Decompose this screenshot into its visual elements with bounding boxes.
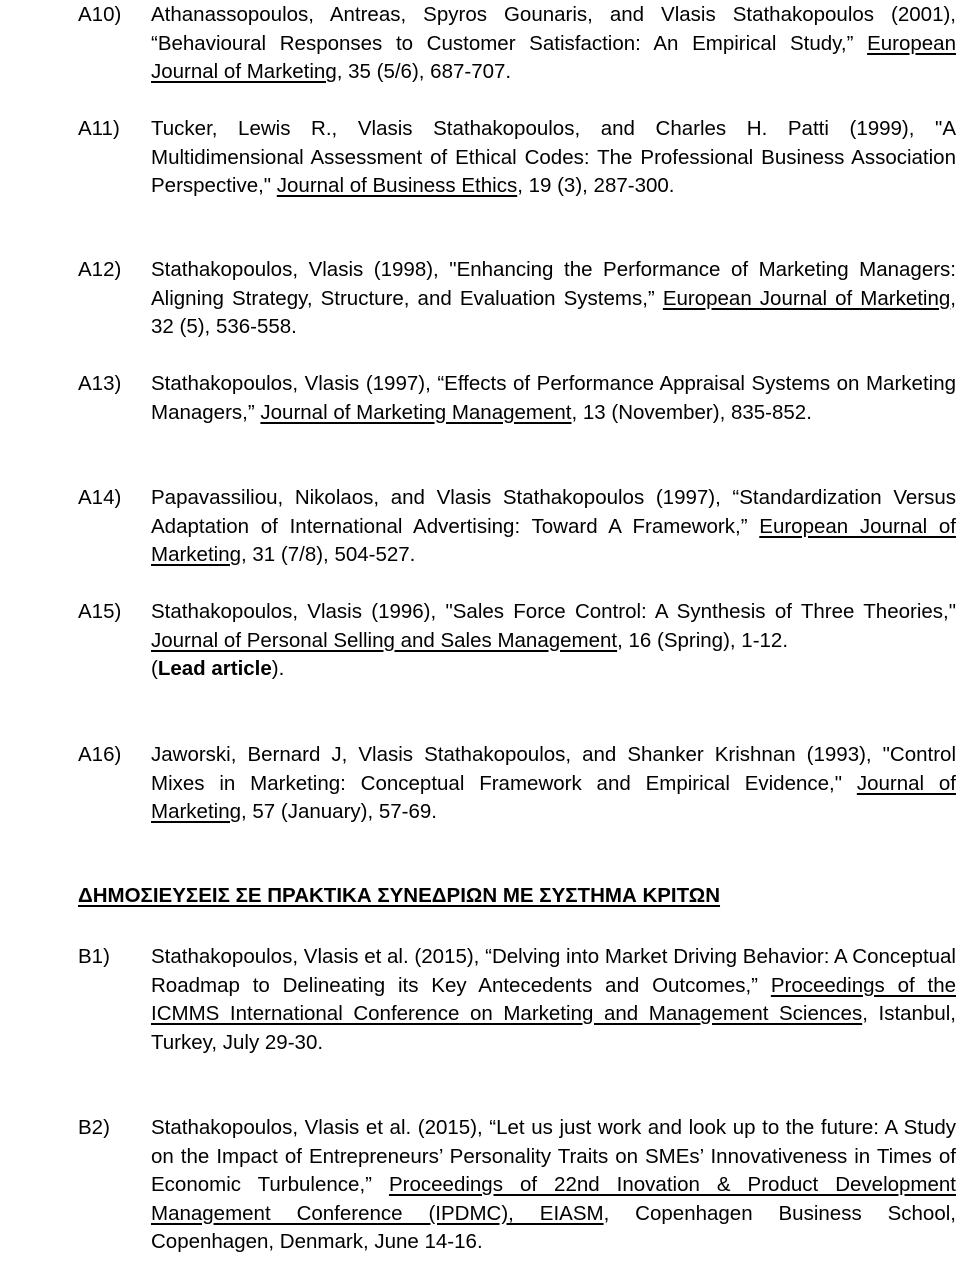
reference-a11 <box>0 115 960 201</box>
journal-title: Proceedings of 22nd Inovation & Product Development Management Conference (IPDMC), EIASM <box>151 1173 956 1225</box>
lead-article-label: Lead article <box>157 657 272 680</box>
reference-number: A13) <box>78 372 122 395</box>
reference-a14 <box>0 484 960 570</box>
reference-a10 <box>0 1 960 87</box>
reference-b1 <box>0 943 960 1057</box>
reference-number: A14) <box>78 486 122 509</box>
journal-title: European Journal of Marketing <box>662 286 951 310</box>
reference-text: Stathakopoulos, Vlasis (1998), "Enhancing the Performance of Marketing Managers: Aligning Strategy, Structure, and Evaluation Systems,” European Journal of Marketing, 32 (5), 536-558. <box>151 258 956 338</box>
section-heading: ΔΗΜΟΣΙΕΥΣΕΙΣ ΣΕ ΠΡΑΚΤΙΚΑ ΣΥΝΕΔΡΙΩΝ ΜΕ ΣΥΣΤΗΜΑ ΚΡΙΤΩΝ <box>78 884 721 907</box>
reference-note: (Lead article). <box>151 657 285 680</box>
journal-title: European Journal of Marketing <box>151 31 956 83</box>
journal-title: Journal of Personal Selling and Sales Management <box>151 628 618 652</box>
journal-title: Journal of Business Ethics <box>276 174 518 197</box>
reference-number: A15) <box>78 600 122 623</box>
reference-text: Jaworski, Bernard J, Vlasis Stathakopoulos, and Shanker Krishnan (1993), "Control Mixes in Marketing: Conceptual Framework and Empirical Evidence," Journal of Marketing, 57 (January), 57-69. <box>151 743 957 823</box>
reference-number: A16) <box>78 743 122 766</box>
reference-b2 <box>0 1114 960 1257</box>
reference-text: Stathakopoulos, Vlasis et al. (2015), “Let us just work and look up to the future: A Study on the Impact of Entrepreneurs’ Personality Traits on SMEs’ Innovativeness in Times of Economic Turbulence,” Proceedings of 22nd Inovation & Product Development Management Conference (IPDMC), EIASM, Copenhagen Business School, Copenhagen, Denmark, June 14-16. <box>151 1116 956 1253</box>
reference-text: Stathakopoulos, Vlasis (1996), "Sales Force Control: A Synthesis of Three Theories," Journal of Personal Selling and Sales Management, 16 (Spring), 1-12. <box>151 600 956 652</box>
reference-text: Papavassiliou, Nikolaos, and Vlasis Stathakopoulos (1997), “Standardization Versus Adaptation of International Advertising: Toward A Framework,” European Journal of Marketing, 31 (7/8), 504-527. <box>151 486 957 566</box>
reference-number: B2) <box>78 1116 110 1139</box>
reference-a13 <box>0 370 960 427</box>
reference-text: Stathakopoulos, Vlasis (1997), “Effects of Performance Appraisal Systems on Marketing Managers,” Journal of Marketing Management, 13 (November), 835-852. <box>151 372 956 424</box>
journal-title: European Journal of Marketing <box>151 514 957 566</box>
reference-text: Stathakopoulos, Vlasis et al. (2015), “Delving into Market Driving Behavior: A Conceptual Roadmap to Delineating its Key Antecedents and Outcomes,” Proceedings of the ICMMS International Conference on Marketing and Management Sciences, Istanbul, Turkey, July 29-30. <box>151 945 956 1054</box>
reference-number: A11) <box>78 117 120 140</box>
reference-number: B1) <box>78 945 110 968</box>
reference-number: A10) <box>78 3 122 26</box>
reference-a12 <box>0 256 960 342</box>
reference-a15 <box>0 598 960 684</box>
reference-text: Athanassopoulos, Antreas, Spyros Gounaris, and Vlasis Stathakopoulos (2001), “Behavioural Responses to Customer Satisfaction: An Empirical Study,” European Journal of Marketing, 35 (5/6), 687-707. <box>151 3 956 83</box>
reference-number: A12) <box>78 258 122 281</box>
reference-text: Tucker, Lewis R., Vlasis Stathakopoulos, and Charles H. Patti (1999), "A Multidimensional Assessment of Ethical Codes: The Professional Business Association Perspective," Journal of Business Ethics, 19 (3), 287-300. <box>151 117 956 197</box>
reference-a16 <box>0 741 960 827</box>
journal-title: Journal of Marketing Management <box>260 400 572 424</box>
journal-title: Proceedings of the ICMMS International Conference on Marketing and Management Sciences <box>151 973 956 1025</box>
journal-title: Journal of Marketing <box>151 771 957 823</box>
